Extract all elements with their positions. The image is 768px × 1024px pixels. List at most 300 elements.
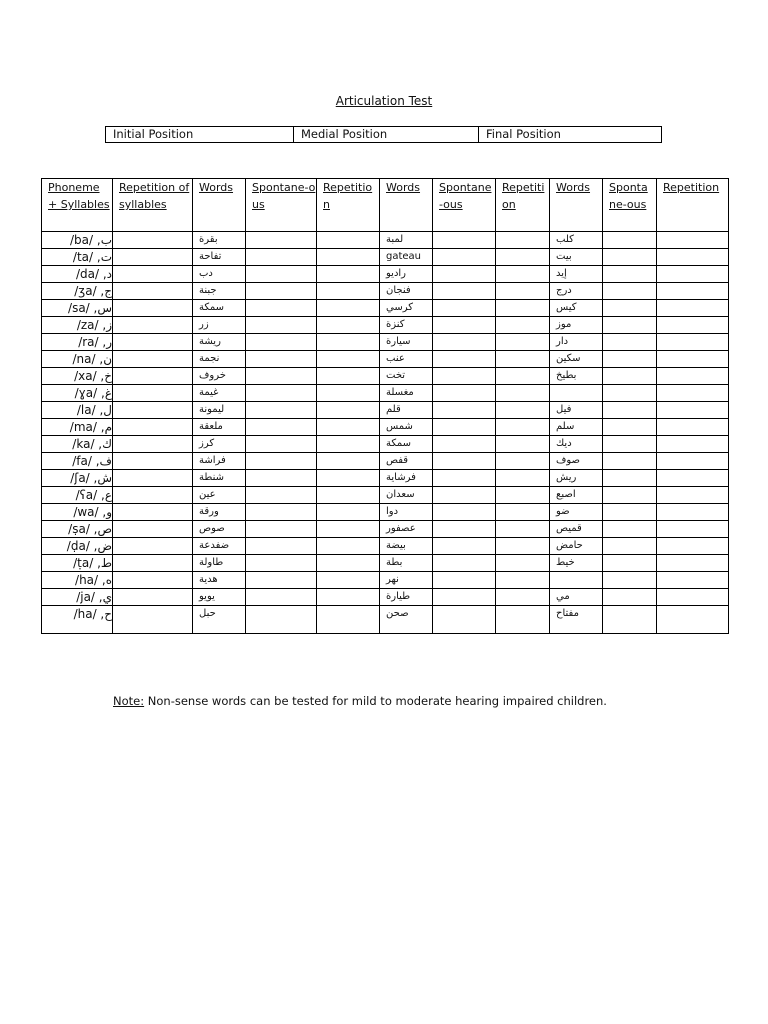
medial-word-text: عصفور (386, 523, 416, 534)
medial-word-cell (380, 266, 433, 283)
repetition-cell[interactable] (657, 402, 729, 419)
repetition-cell[interactable] (657, 453, 729, 470)
initial-word-text: بقرة (199, 234, 218, 245)
repetition-cell[interactable] (113, 317, 193, 334)
final-word-text: إيد (556, 268, 567, 279)
phoneme-cell (42, 283, 113, 300)
initial-word-cell (193, 589, 246, 606)
final-word-text: حامض (556, 540, 583, 551)
spontaneous-cell[interactable] (433, 351, 496, 368)
spontaneous-cell[interactable] (433, 436, 496, 453)
initial-word-text: جبنة (199, 285, 217, 296)
final-word-cell (550, 351, 603, 368)
medial-word-text: بطة (386, 557, 403, 568)
repetition-cell[interactable] (496, 334, 550, 351)
repetition-cell[interactable] (496, 453, 550, 470)
repetition-cell[interactable] (496, 572, 550, 589)
repetition-cell[interactable] (317, 300, 380, 317)
repetition-cell[interactable] (657, 300, 729, 317)
repetition-cell[interactable] (317, 504, 380, 521)
repetition-cell[interactable] (496, 351, 550, 368)
phoneme-text: ص, /ṣa/ (68, 522, 112, 536)
table-row (42, 334, 729, 351)
spontaneous-cell[interactable] (433, 266, 496, 283)
final-word-cell (550, 300, 603, 317)
initial-word-text: ورقة (199, 506, 219, 517)
medial-word-text: دوا (386, 506, 399, 517)
spontaneous-cell[interactable] (603, 538, 657, 555)
repetition-cell[interactable] (113, 504, 193, 521)
repetition-cell[interactable] (317, 606, 380, 634)
table-row (42, 283, 729, 300)
table-row (42, 504, 729, 521)
final-position-label: Final Position (486, 127, 561, 141)
phoneme-cell (42, 555, 113, 572)
repetition-cell[interactable] (496, 606, 550, 634)
spontaneous-cell[interactable] (603, 470, 657, 487)
repetition-cell[interactable] (496, 487, 550, 504)
phoneme-cell (42, 419, 113, 436)
phoneme-cell (42, 538, 113, 555)
phoneme-text: ف, /fa/ (72, 454, 112, 468)
final-word-text: مفتاح (556, 608, 579, 619)
repetition-cell[interactable] (317, 521, 380, 538)
repetition-cell[interactable] (496, 317, 550, 334)
repetition-cell[interactable] (496, 402, 550, 419)
spontaneous-cell[interactable] (246, 521, 317, 538)
spontaneous-cell[interactable] (603, 521, 657, 538)
repetition-cell[interactable] (317, 538, 380, 555)
repetition-cell[interactable] (113, 249, 193, 266)
table-row (42, 538, 729, 555)
initial-word-text: يويو (199, 591, 215, 602)
spontaneous-cell[interactable] (246, 283, 317, 300)
phoneme-text: و, /wa/ (73, 505, 112, 519)
repetition-cell[interactable] (113, 351, 193, 368)
spontaneous-cell[interactable] (246, 606, 317, 634)
repetition-cell[interactable] (317, 232, 380, 249)
spontaneous-cell[interactable] (246, 317, 317, 334)
medial-word-text: كرسي (386, 302, 413, 313)
initial-word-cell (193, 538, 246, 555)
note-text: Non-sense words can be tested for mild to moderate hearing impaired children. (144, 694, 607, 708)
medial-word-cell (380, 606, 433, 634)
repetition-cell[interactable] (657, 232, 729, 249)
medial-word-cell (380, 504, 433, 521)
table-row (42, 436, 729, 453)
medial-word-text: لمبة (386, 234, 404, 245)
repetition-cell[interactable] (496, 232, 550, 249)
initial-word-text: تفاحة (199, 251, 222, 262)
final-word-cell (550, 317, 603, 334)
phoneme-text: خ, /xa/ (74, 369, 112, 383)
spontaneous-cell[interactable] (603, 368, 657, 385)
repetition-cell[interactable] (657, 555, 729, 572)
repetition-cell[interactable] (657, 334, 729, 351)
repetition-cell[interactable] (657, 589, 729, 606)
table-row (42, 521, 729, 538)
initial-word-text: حبل (199, 608, 216, 619)
medial-word-text: عنب (386, 353, 405, 364)
repetition-cell[interactable] (113, 555, 193, 572)
spontaneous-cell[interactable] (603, 232, 657, 249)
repetition-cell[interactable] (496, 538, 550, 555)
phoneme-cell (42, 487, 113, 504)
repetition-cell[interactable] (657, 521, 729, 538)
spontaneous-cell[interactable] (433, 487, 496, 504)
medial-word-text: راديو (386, 268, 407, 279)
phoneme-text: ب, /ba/ (70, 233, 112, 247)
repetition-cell[interactable] (657, 283, 729, 300)
final-word-text: اصبع (556, 489, 576, 500)
header-phoneme: Phoneme + Syllables (42, 179, 113, 232)
repetition-cell[interactable] (317, 555, 380, 572)
initial-word-cell (193, 334, 246, 351)
spontaneous-cell[interactable] (603, 504, 657, 521)
table-header-row (42, 179, 729, 232)
repetition-cell[interactable] (657, 504, 729, 521)
spontaneous-cell[interactable] (603, 436, 657, 453)
spontaneous-cell[interactable] (246, 436, 317, 453)
medial-word-text: صحن (386, 608, 409, 619)
spontaneous-cell[interactable] (433, 521, 496, 538)
repetition-cell[interactable] (317, 385, 380, 402)
medial-word-cell (380, 436, 433, 453)
spontaneous-cell[interactable] (603, 351, 657, 368)
medial-word-cell (380, 538, 433, 555)
initial-word-text: زر (199, 319, 209, 330)
spontaneous-cell[interactable] (246, 555, 317, 572)
spontaneous-cell[interactable] (433, 538, 496, 555)
repetition-cell[interactable] (657, 317, 729, 334)
medial-word-cell (380, 368, 433, 385)
spontaneous-cell[interactable] (246, 334, 317, 351)
spontaneous-cell[interactable] (603, 402, 657, 419)
spontaneous-cell[interactable] (433, 283, 496, 300)
spontaneous-cell[interactable] (603, 300, 657, 317)
repetition-cell[interactable] (317, 487, 380, 504)
initial-word-cell (193, 436, 246, 453)
initial-position-label: Initial Position (106, 127, 294, 142)
repetition-cell[interactable] (113, 266, 193, 283)
header-medial-repetition: Repetition (496, 179, 550, 232)
spontaneous-cell[interactable] (246, 368, 317, 385)
repetition-cell[interactable] (496, 368, 550, 385)
final-word-text: سكين (556, 353, 581, 364)
final-word-text: كلب (556, 234, 574, 245)
spontaneous-cell[interactable] (603, 385, 657, 402)
initial-word-text: ملعقة (199, 421, 223, 432)
phoneme-cell (42, 368, 113, 385)
medial-word-text: نهر (386, 574, 399, 585)
spontaneous-cell[interactable] (603, 419, 657, 436)
medial-position-label: Medial Position (294, 127, 479, 142)
repetition-cell[interactable] (317, 589, 380, 606)
spontaneous-cell[interactable] (603, 453, 657, 470)
repetition-cell[interactable] (657, 572, 729, 589)
spontaneous-cell[interactable] (246, 232, 317, 249)
phoneme-cell (42, 300, 113, 317)
repetition-cell[interactable] (496, 555, 550, 572)
repetition-cell[interactable] (496, 249, 550, 266)
initial-word-text: ريشة (199, 336, 221, 347)
repetition-cell[interactable] (657, 419, 729, 436)
spontaneous-cell[interactable] (433, 232, 496, 249)
initial-word-text: سمكة (199, 302, 225, 313)
spontaneous-cell[interactable] (603, 589, 657, 606)
medial-word-text: قفص (386, 455, 409, 466)
phoneme-cell (42, 572, 113, 589)
spontaneous-cell[interactable] (603, 606, 657, 634)
repetition-cell[interactable] (317, 453, 380, 470)
spontaneous-cell[interactable] (433, 385, 496, 402)
table-row (42, 606, 729, 634)
final-word-text: دار (556, 336, 569, 347)
final-word-cell (550, 368, 603, 385)
medial-word-text: سيارة (386, 336, 411, 347)
repetition-cell[interactable] (113, 521, 193, 538)
phoneme-text: ج, /ʒa/ (74, 284, 112, 298)
repetition-cell[interactable] (657, 436, 729, 453)
repetition-cell[interactable] (496, 436, 550, 453)
repetition-cell[interactable] (496, 300, 550, 317)
spontaneous-cell[interactable] (246, 453, 317, 470)
spontaneous-cell[interactable] (433, 606, 496, 634)
articulation-table (41, 178, 729, 634)
repetition-cell[interactable] (317, 249, 380, 266)
initial-word-cell (193, 317, 246, 334)
medial-word-cell (380, 521, 433, 538)
medial-word-cell (380, 385, 433, 402)
phoneme-cell (42, 470, 113, 487)
repetition-cell[interactable] (113, 572, 193, 589)
medial-word-cell (380, 453, 433, 470)
initial-word-cell (193, 453, 246, 470)
repetition-cell[interactable] (657, 606, 729, 634)
repetition-cell[interactable] (317, 266, 380, 283)
final-word-text: كيس (556, 302, 577, 313)
final-word-text: قميص (556, 523, 582, 534)
spontaneous-cell[interactable] (433, 589, 496, 606)
spontaneous-cell[interactable] (246, 351, 317, 368)
repetition-cell[interactable] (657, 470, 729, 487)
spontaneous-cell[interactable] (433, 368, 496, 385)
final-word-text: بيت (556, 251, 572, 262)
repetition-cell[interactable] (317, 368, 380, 385)
phoneme-cell (42, 521, 113, 538)
repetition-cell[interactable] (113, 606, 193, 634)
spontaneous-cell[interactable] (246, 572, 317, 589)
spontaneous-cell[interactable] (603, 317, 657, 334)
phoneme-text: س, /sa/ (68, 301, 112, 315)
repetition-cell[interactable] (496, 521, 550, 538)
repetition-cell[interactable] (657, 249, 729, 266)
spontaneous-cell[interactable] (603, 249, 657, 266)
spontaneous-cell[interactable] (433, 317, 496, 334)
repetition-cell[interactable] (113, 300, 193, 317)
final-word-text: خيط (556, 557, 575, 568)
spontaneous-cell[interactable] (246, 402, 317, 419)
spontaneous-cell[interactable] (433, 453, 496, 470)
initial-word-cell (193, 368, 246, 385)
repetition-cell[interactable] (317, 283, 380, 300)
final-word-text: مي (556, 591, 570, 602)
repetition-cell[interactable] (496, 504, 550, 521)
spontaneous-cell[interactable] (433, 555, 496, 572)
phoneme-cell (42, 402, 113, 419)
medial-word-cell (380, 300, 433, 317)
final-word-cell (550, 385, 603, 402)
spontaneous-cell[interactable] (246, 300, 317, 317)
header-final-words: Words (550, 179, 603, 232)
phoneme-cell (42, 589, 113, 606)
spontaneous-cell[interactable] (246, 504, 317, 521)
page-title: Articulation Test (335, 94, 433, 108)
spontaneous-cell[interactable] (433, 572, 496, 589)
table-row (42, 232, 729, 249)
initial-word-cell (193, 249, 246, 266)
table-row (42, 419, 729, 436)
repetition-cell[interactable] (113, 368, 193, 385)
spontaneous-cell[interactable] (246, 538, 317, 555)
phoneme-text: غ, /ɣa/ (74, 386, 112, 400)
spontaneous-cell[interactable] (433, 249, 496, 266)
spontaneous-cell[interactable] (603, 266, 657, 283)
repetition-cell[interactable] (113, 470, 193, 487)
repetition-cell[interactable] (496, 589, 550, 606)
table-row (42, 453, 729, 470)
repetition-cell[interactable] (113, 232, 193, 249)
repetition-cell[interactable] (113, 453, 193, 470)
header-repetition-syllables: Repetition of syllables (113, 179, 193, 232)
phoneme-text: ت, /ta/ (72, 250, 112, 264)
repetition-cell[interactable] (496, 470, 550, 487)
spontaneous-cell[interactable] (433, 504, 496, 521)
repetition-cell[interactable] (657, 538, 729, 555)
repetition-cell[interactable] (113, 589, 193, 606)
repetition-cell[interactable] (657, 368, 729, 385)
spontaneous-cell[interactable] (246, 249, 317, 266)
medial-word-cell (380, 555, 433, 572)
repetition-cell[interactable] (496, 385, 550, 402)
spontaneous-cell[interactable] (433, 419, 496, 436)
phoneme-cell (42, 385, 113, 402)
spontaneous-cell[interactable] (433, 402, 496, 419)
repetition-cell[interactable] (496, 419, 550, 436)
spontaneous-cell[interactable] (603, 555, 657, 572)
final-word-cell (550, 470, 603, 487)
table-row (42, 589, 729, 606)
repetition-cell[interactable] (113, 402, 193, 419)
table-row (42, 385, 729, 402)
spontaneous-cell[interactable] (246, 385, 317, 402)
final-word-cell (550, 589, 603, 606)
medial-word-cell (380, 402, 433, 419)
phoneme-cell (42, 334, 113, 351)
spontaneous-cell[interactable] (246, 487, 317, 504)
table-row (42, 487, 729, 504)
initial-word-cell (193, 521, 246, 538)
initial-word-cell (193, 419, 246, 436)
repetition-cell[interactable] (113, 419, 193, 436)
final-word-text: ريش (556, 472, 577, 483)
spontaneous-cell[interactable] (603, 283, 657, 300)
spontaneous-cell[interactable] (603, 334, 657, 351)
repetition-cell[interactable] (317, 402, 380, 419)
medial-word-text: شمس (386, 421, 413, 432)
medial-word-cell (380, 419, 433, 436)
repetition-cell[interactable] (317, 470, 380, 487)
spontaneous-cell[interactable] (246, 266, 317, 283)
initial-word-text: نجمة (199, 353, 220, 364)
spontaneous-cell[interactable] (433, 470, 496, 487)
medial-word-text: gateau (386, 251, 422, 262)
spontaneous-cell[interactable] (246, 419, 317, 436)
table-row (42, 470, 729, 487)
phoneme-text: ه, /ha/ (75, 573, 112, 587)
repetition-cell[interactable] (496, 266, 550, 283)
repetition-cell[interactable] (657, 351, 729, 368)
final-word-cell (550, 419, 603, 436)
phoneme-text: د, /da/ (75, 267, 112, 281)
repetition-cell[interactable] (657, 385, 729, 402)
repetition-cell[interactable] (657, 487, 729, 504)
note-label: Note: (113, 694, 145, 708)
spontaneous-cell[interactable] (433, 334, 496, 351)
medial-word-cell (380, 589, 433, 606)
final-word-text: سلم (556, 421, 575, 432)
final-word-cell (550, 266, 603, 283)
phoneme-cell (42, 453, 113, 470)
initial-word-cell (193, 572, 246, 589)
phoneme-text: م, /ma/ (69, 420, 112, 434)
initial-word-text: ضفدعة (199, 540, 230, 551)
position-header-box (105, 126, 662, 143)
repetition-cell[interactable] (657, 266, 729, 283)
repetition-cell[interactable] (317, 419, 380, 436)
phoneme-text: ن, /na/ (72, 352, 112, 366)
spontaneous-cell[interactable] (603, 572, 657, 589)
spontaneous-cell[interactable] (603, 487, 657, 504)
repetition-cell[interactable] (496, 283, 550, 300)
final-word-cell (550, 606, 603, 634)
phoneme-text: ز, /za/ (76, 318, 112, 332)
repetition-cell[interactable] (113, 487, 193, 504)
repetition-cell[interactable] (113, 283, 193, 300)
table-row (42, 249, 729, 266)
spontaneous-cell[interactable] (246, 589, 317, 606)
phoneme-cell (42, 266, 113, 283)
repetition-cell[interactable] (317, 317, 380, 334)
repetition-cell[interactable] (113, 538, 193, 555)
spontaneous-cell[interactable] (246, 470, 317, 487)
repetition-cell[interactable] (317, 436, 380, 453)
repetition-cell[interactable] (317, 351, 380, 368)
final-word-cell (550, 487, 603, 504)
repetition-cell[interactable] (113, 334, 193, 351)
final-word-cell (550, 504, 603, 521)
header-initial-words: Words (193, 179, 246, 232)
repetition-cell[interactable] (113, 436, 193, 453)
repetition-cell[interactable] (317, 572, 380, 589)
initial-word-text: دب (199, 268, 213, 279)
table-row (42, 368, 729, 385)
repetition-cell[interactable] (113, 385, 193, 402)
repetition-cell[interactable] (317, 334, 380, 351)
phoneme-cell (42, 606, 113, 634)
spontaneous-cell[interactable] (433, 300, 496, 317)
initial-word-cell (193, 385, 246, 402)
